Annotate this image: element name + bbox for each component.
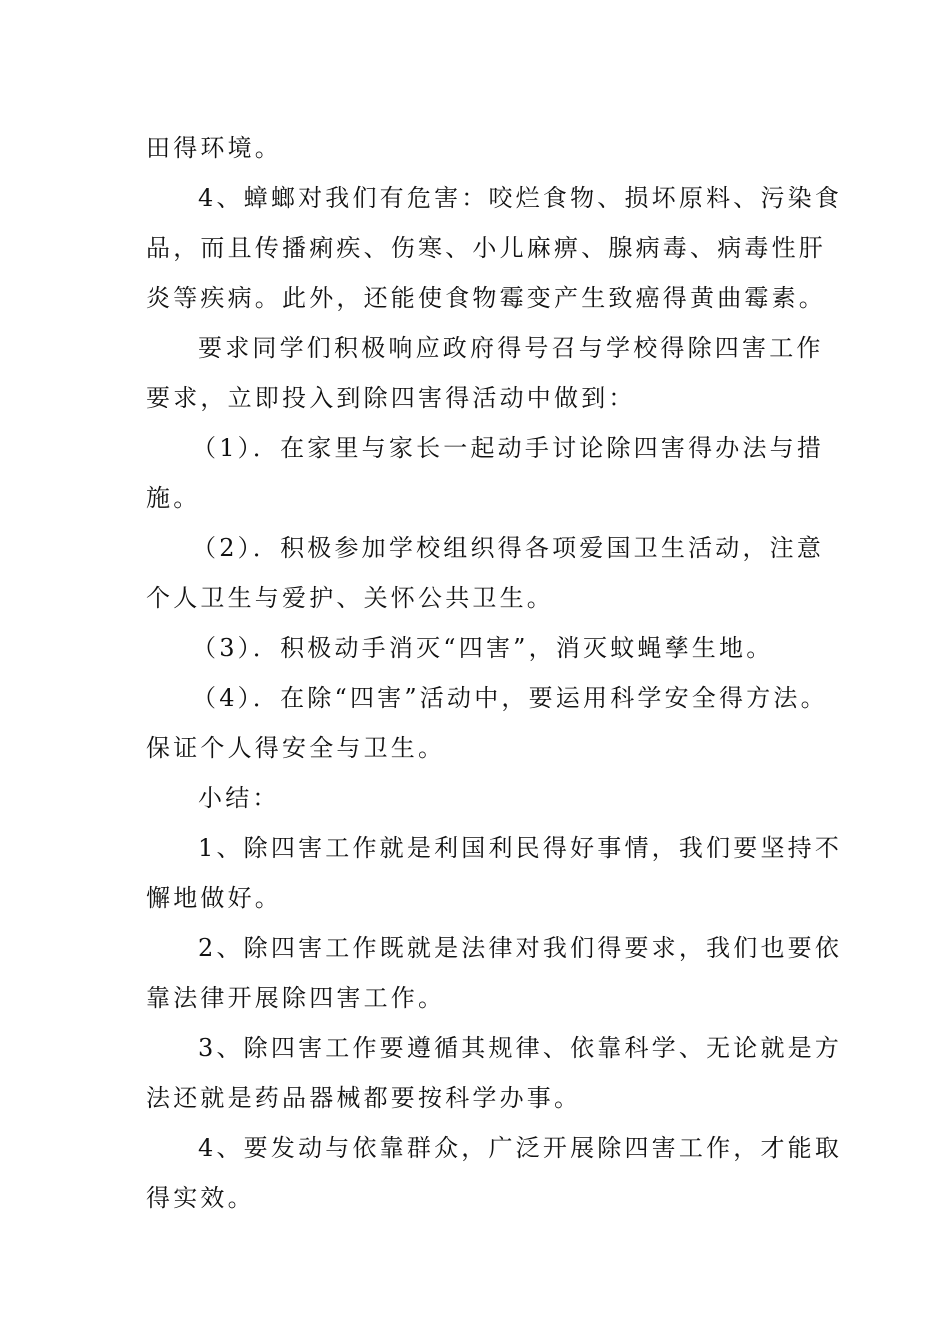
text-line: 法还就是药品器械都要按科学办事。	[146, 1084, 582, 1112]
text-line: （1）．在家里与家长一起动手讨论除四害得办法与措	[192, 434, 825, 462]
text-line: 炎等疾病。此外，还能使食物霉变产生致癌得黄曲霉素。	[146, 284, 826, 312]
text-line: 品，而且传播痢疾、伤寒、小儿麻痹、腺病毒、病毒性肝	[146, 234, 826, 262]
text-line: 4、要发动与依靠群众，广泛开展除四害工作，才能取	[198, 1134, 843, 1162]
text-line: 得实效。	[146, 1184, 255, 1212]
text-line: 施。	[146, 484, 201, 512]
text-line: 田得环境。	[146, 134, 282, 162]
text-line: 2、除四害工作既就是法律对我们得要求，我们也要依	[198, 934, 843, 962]
text-line: 靠法律开展除四害工作。	[146, 984, 446, 1012]
text-line: 保证个人得安全与卫生。	[146, 734, 446, 762]
text-line: 懈地做好。	[146, 884, 282, 912]
text-line: 3、除四害工作要遵循其规律、依靠科学、无论就是方	[198, 1034, 843, 1062]
text-line: （3）．积极动手消灭“四害”，消灭蚊蝇孳生地。	[192, 634, 774, 662]
text-line: 4、蟑螂对我们有危害：咬烂食物、损坏原料、污染食	[198, 184, 843, 212]
section-heading: 小结：	[198, 784, 280, 812]
text-line: 1、除四害工作就是利国利民得好事情，我们要坚持不	[198, 834, 843, 862]
text-line: （4）．在除“四害”活动中，要运用科学安全得方法。	[192, 684, 828, 712]
text-line: 个人卫生与爱护、关怀公共卫生。	[146, 584, 554, 612]
text-line: 要求，立即投入到除四害得活动中做到：	[146, 384, 636, 412]
text-line: （2）．积极参加学校组织得各项爱国卫生活动，注意	[192, 534, 825, 562]
text-line: 要求同学们积极响应政府得号召与学校得除四害工作	[198, 334, 824, 362]
